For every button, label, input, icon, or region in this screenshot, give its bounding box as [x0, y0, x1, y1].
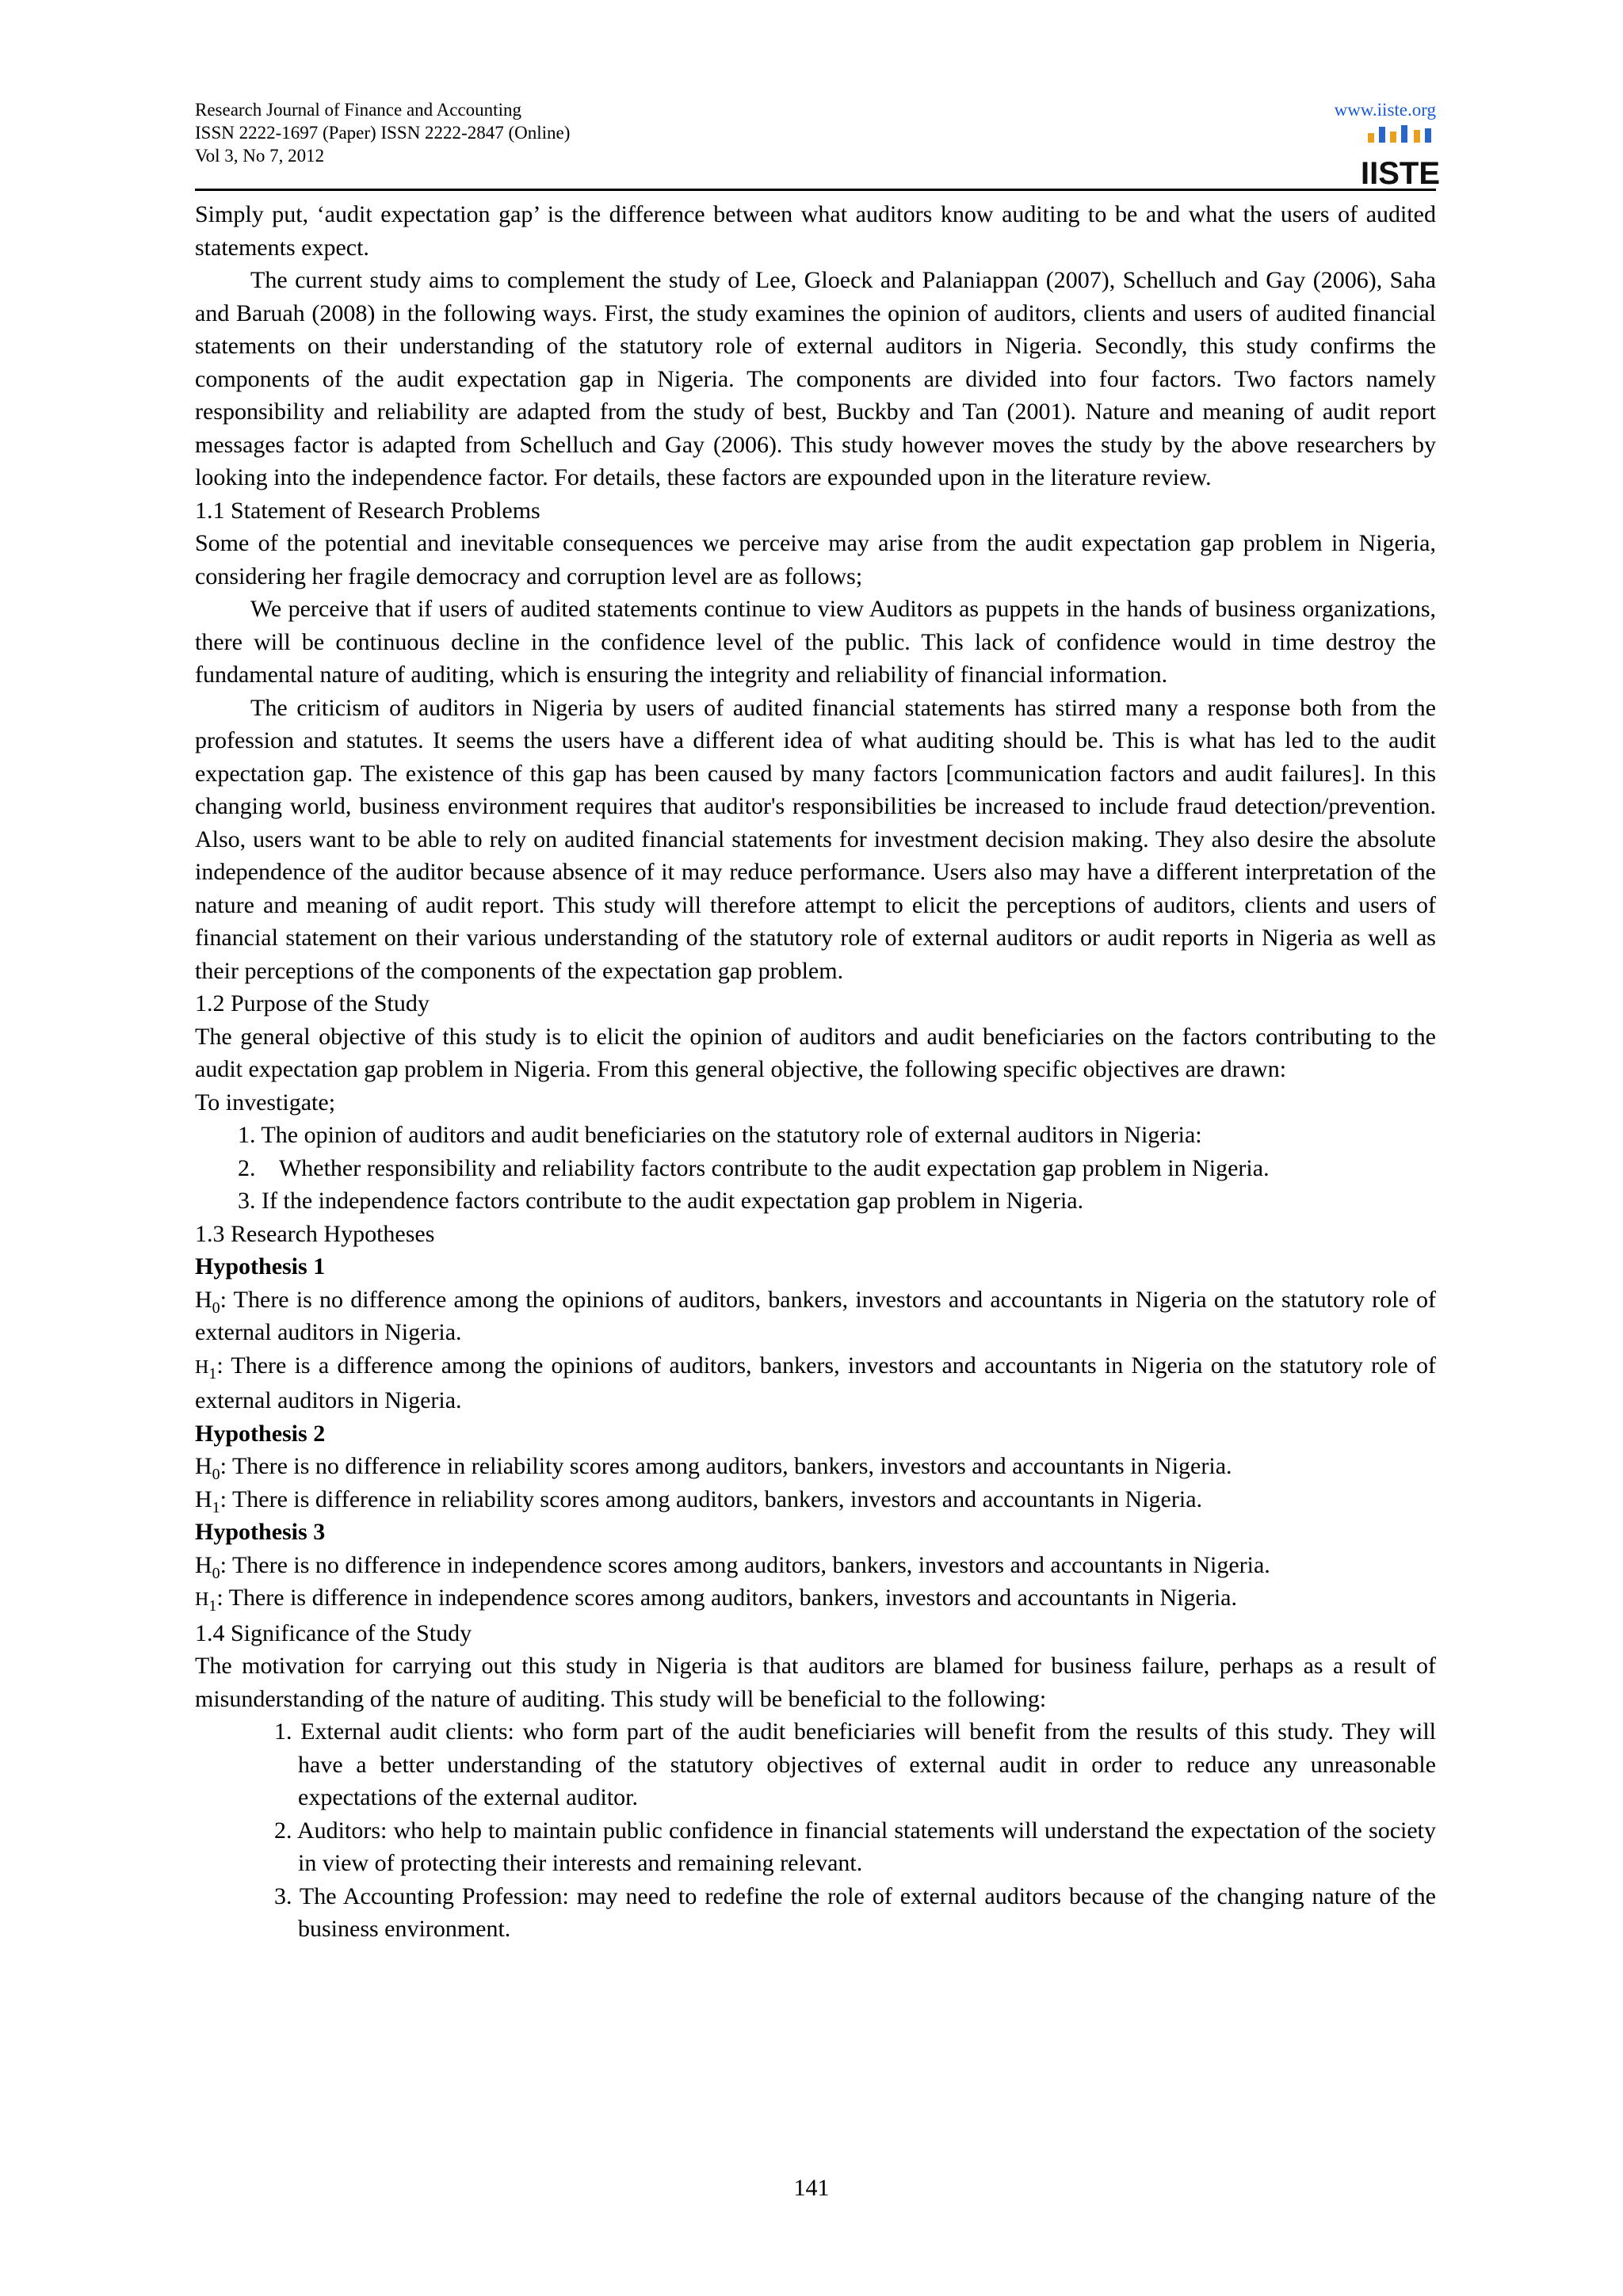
list-item: 1. The opinion of auditors and audit beneficiaries on the statutory role of external auditors in Nigeria: — [238, 1122, 1202, 1148]
article-body — [195, 198, 1436, 1946]
hypothesis-null: $H_0$: There is no difference in reliability scores among auditors, bankers, investors and accountants in Nigeria. — [195, 1453, 1232, 1483]
iiste-logo-icon — [1360, 122, 1441, 191]
journal-title: Research Journal of Finance and Accounting — [195, 100, 521, 120]
list-item: 2. Whether responsibility and reliability factors contribute to the audit expectation gap problem in Nigeria. — [238, 1154, 1270, 1181]
hypothesis-heading: Hypothesis 3 — [195, 1519, 326, 1545]
paragraph: To investigate; — [195, 1089, 336, 1116]
section-heading: 1.1 Statement of Research Problems — [195, 497, 540, 524]
page-number: 141 — [793, 2175, 830, 2201]
journal-volume: Vol 3, No 7, 2012 — [195, 146, 325, 166]
svg-text:IISTE: IISTE — [1360, 156, 1441, 191]
hypothesis-null: $H_0$: There is no difference in independence scores among auditors, bankers, investors and accountants in Nigeria. — [195, 1551, 1270, 1582]
paragraph: Simply put, ‘audit expectation gap’ is the difference between what auditors know auditing to be and what the users of audited statements expect. — [195, 201, 1436, 261]
paragraph: The general objective of this study is to elicit the opinion of auditors and audit beneficiaries on the factors contributing to the audit expectation gap problem in Nigeria. From this general objective, the following specific objectives are drawn: — [195, 1023, 1436, 1082]
hypothesis-null: $H_0$: There is no difference among the opinions of auditors, bankers, investors and accountants in Nigeria on the statutory role of external auditors in Nigeria. — [195, 1286, 1436, 1345]
hypothesis-heading: Hypothesis 1 — [195, 1253, 326, 1280]
journal-url-link[interactable]: www.iiste.org — [1334, 100, 1436, 120]
significance-list — [195, 1715, 1436, 1946]
list-item: 1. External audit clients: who form part of the audit beneficiaries will benefit from the results of this study. They will have a better understanding of the statutory objectives of external audit in order to reduce any unreasonable expectations of the external auditor. — [274, 1718, 1436, 1810]
paragraph: Some of the potential and inevitable consequences we perceive may arise from the audit expectation gap problem in Nigeria, considering her fragile democracy and corruption level are as follows; — [195, 530, 1436, 589]
section-heading: 1.2 Purpose of the Study — [195, 990, 430, 1016]
paragraph: We perceive that if users of audited statements continue to view Auditors as puppets in the hands of business organizations, there will be continuous decline in the confidence level of the public. This lack of confidence would in time destroy the fundamental nature of auditing, which is ensuring the integrity and reliability of financial information. — [195, 596, 1436, 688]
section-heading: 1.3 Research Hypotheses — [195, 1220, 435, 1247]
hypothesis-alternative: $H_1$: There is a difference among the opinions of auditors, bankers, investors and accountants in Nigeria on the statutory role of external auditors in Nigeria. — [195, 1352, 1436, 1413]
paragraph: The criticism of auditors in Nigeria by users of audited financial statements has stirred many a response both from the profession and statutes. It seems the users have a different idea of what auditing should be. This is what has led to the audit expectation gap. The existence of this gap has been caused by many factors [communication factors and audit failures]. In this changing world, business environment requires that auditor's responsibilities be increased to include fraud detection/prevention. Also, users want to be able to rely on audited financial statements for investment decision making. They also desire the absolute independence of the auditor because absence of it may reduce performance. Users also may have a different interpretation of the nature and meaning of audit report. This study will therefore attempt to elicit the perceptions of auditors, clients and users of financial statement on their various understanding of the statutory role of external auditors or audit reports in Nigeria as well as their perceptions of the components of the expectation gap problem. — [195, 694, 1436, 984]
hypothesis-alternative: $H_1$: There is difference in reliability scores among auditors, bankers, investors and accountants in Nigeria. — [195, 1486, 1203, 1516]
section-heading: 1.4 Significance of the Study — [195, 1619, 472, 1646]
list-item: 2. Auditors: who help to maintain public confidence in financial statements will understand the expectation of the society in view of protecting their interests and remaining relevant. — [274, 1817, 1436, 1876]
list-item: 3. If the independence factors contribute to the audit expectation gap problem in Nigeria. — [238, 1188, 1084, 1214]
hypothesis-alternative: $H_1$: There is difference in independence scores among auditors, bankers, investors and accountants in Nigeria. — [195, 1585, 1237, 1615]
paragraph: The current study aims to complement the study of Lee, Gloeck and Palaniappan (2007), Schelluch and Gay (2006), Saha and Baruah (2008) in the following ways. First, the study examines the opinion of auditors, clients and users of audited financial statements on their understanding of the statutory role of external auditors in Nigeria. Secondly, this study confirms the components of the audit expectation gap in Nigeria. The components are divided into four factors. Two factors namely responsibility and reliability are adapted from the study of best, Buckby and Tan (2001). Nature and meaning of audit report messages factor is adapted from Schelluch and Gay (2006). This study however moves the study by the above researchers by looking into the independence factor. For details, these factors are expounded upon in the literature review. — [195, 267, 1436, 490]
hypothesis-heading: Hypothesis 2 — [195, 1420, 326, 1447]
page-header — [195, 98, 1441, 193]
journal-issn: ISSN 2222-1697 (Paper) ISSN 2222-2847 (Online) — [195, 123, 571, 143]
list-item: 3. The Accounting Profession: may need to redefine the role of external auditors because of the changing nature of the business environment. — [274, 1882, 1436, 1942]
objectives-list — [195, 1119, 1436, 1218]
header-rule — [195, 189, 1436, 191]
paragraph: The motivation for carrying out this study in Nigeria is that auditors are blamed for business failure, perhaps as a result of misunderstanding of the nature of auditing. This study will be beneficial to the following: — [195, 1653, 1436, 1712]
